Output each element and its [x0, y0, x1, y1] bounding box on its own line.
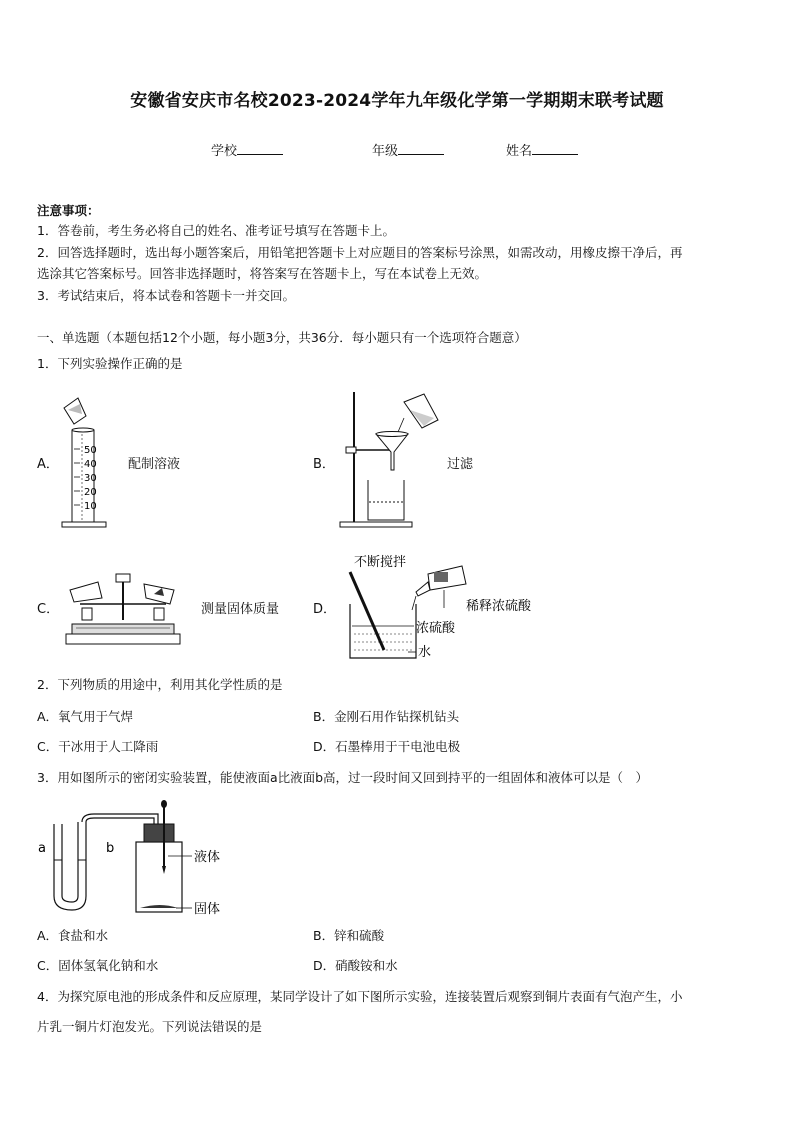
- cylinder-mark-20: 20: [84, 487, 97, 498]
- q3-stem: 3．用如图所示的密闭实验装置，能使液面a比液面b高，过一段时间又回到持平的一组固体和液体可以是（ ）: [37, 770, 649, 785]
- q3-option-c: C．固体氢氧化钠和水: [37, 958, 159, 973]
- notice-heading: 注意事项：: [37, 203, 100, 218]
- cylinder-mark-10: 10: [84, 501, 97, 512]
- q4-line-2: 片乳一铜片灯泡发光。下列说法错误的是: [37, 1019, 263, 1034]
- balance-figure: [62, 568, 187, 648]
- name-blank: [532, 142, 578, 155]
- q1-option-c-caption: 测量固体质量: [201, 602, 280, 617]
- q1-option-d-letter: D．: [313, 602, 337, 617]
- school-label: 学校: [211, 144, 238, 159]
- q2-stem: 2．下列物质的用途中，利用其化学性质的是: [37, 677, 283, 692]
- cylinder-mark-50: 50: [84, 445, 97, 456]
- section-heading: 一、单选题（本题包括12个小题，每小题3分，共36分．每小题只有一个选项符合题意）: [37, 330, 527, 345]
- grade-label: 年级: [372, 144, 399, 159]
- cylinder-mark-40: 40: [84, 459, 97, 470]
- label-a: a: [38, 841, 46, 856]
- glass-rod-icon: [350, 572, 384, 650]
- label-water: 水: [418, 645, 432, 660]
- q2-option-a: A．氧气用于气焊: [37, 709, 134, 724]
- q1-option-c-letter: C．: [37, 602, 60, 617]
- graduated-cylinder-figure: [60, 394, 120, 534]
- q2-option-c: C．干冰用于人工降雨: [37, 739, 159, 754]
- q3-option-b: B．锌和硫酸: [313, 928, 385, 943]
- bottle-icon: [136, 842, 182, 912]
- u-tube-icon: [54, 822, 86, 910]
- q1-option-a-letter: A．: [37, 457, 59, 472]
- filtration-figure: [334, 390, 444, 530]
- label-solid: 固体: [194, 902, 221, 917]
- notice-item-2: 2．回答选择题时，选出每小题答案后，用铅笔把答题卡上对应题目的答案标号涂黑，如需改动，用橡皮擦干净后，再: [37, 245, 683, 260]
- q2-option-d: D．石墨棒用于干电池电极: [313, 739, 461, 754]
- grade-blank: [398, 142, 444, 155]
- label-liquid: 液体: [194, 850, 221, 865]
- notice-item-3: 3．考试结束后，将本试卷和答题卡一并交回。: [37, 288, 295, 303]
- label-dilute: 稀释浓硫酸: [466, 599, 532, 614]
- q1-option-b-letter: B．: [313, 457, 335, 472]
- q1-stem: 1．下列实验操作正确的是: [37, 356, 183, 371]
- school-blank: [237, 142, 283, 155]
- name-field: [506, 140, 578, 159]
- notice-item-2-cont: 选涂其它答案标号。回答非选择题时，将答案写在答题卡上，写在本试卷上无效。: [37, 266, 488, 281]
- name-label: 姓名: [506, 144, 533, 159]
- page-title: 安徽省安庆市名校2023-2024学年九年级化学第一学期期末联考试题: [130, 91, 664, 111]
- label-acid: 浓硫酸: [416, 621, 456, 636]
- grade-field: [372, 140, 444, 159]
- balance-base-icon: [66, 634, 180, 644]
- label-stir: 不断搅拌: [354, 555, 407, 570]
- q3-option-a: A．食盐和水: [37, 928, 109, 943]
- dilution-figure: [344, 552, 544, 662]
- q1-option-a-caption: 配制溶液: [128, 457, 181, 472]
- q1-option-b-caption: 过滤: [447, 457, 474, 472]
- label-b: b: [106, 841, 115, 856]
- sealed-apparatus-figure: [36, 800, 236, 920]
- q3-option-d: D．硝酸铵和水: [313, 958, 398, 973]
- beaker-icon: [368, 480, 404, 520]
- q4-line-1: 4．为探究原电池的形成条件和反应原理，某同学设计了如下图所示实验，连接装置后观察到铜片表面有气泡产生，小: [37, 989, 683, 1004]
- school-field: [211, 140, 283, 159]
- stopper-icon: [144, 824, 174, 842]
- funnel-icon: [376, 434, 408, 470]
- q2-option-b: B．金刚石用作钻探机钻头: [313, 709, 460, 724]
- notice-item-1: 1．答卷前，考生务必将自己的姓名、准考证号填写在答题卡上。: [37, 223, 395, 238]
- cylinder-mark-30: 30: [84, 473, 97, 484]
